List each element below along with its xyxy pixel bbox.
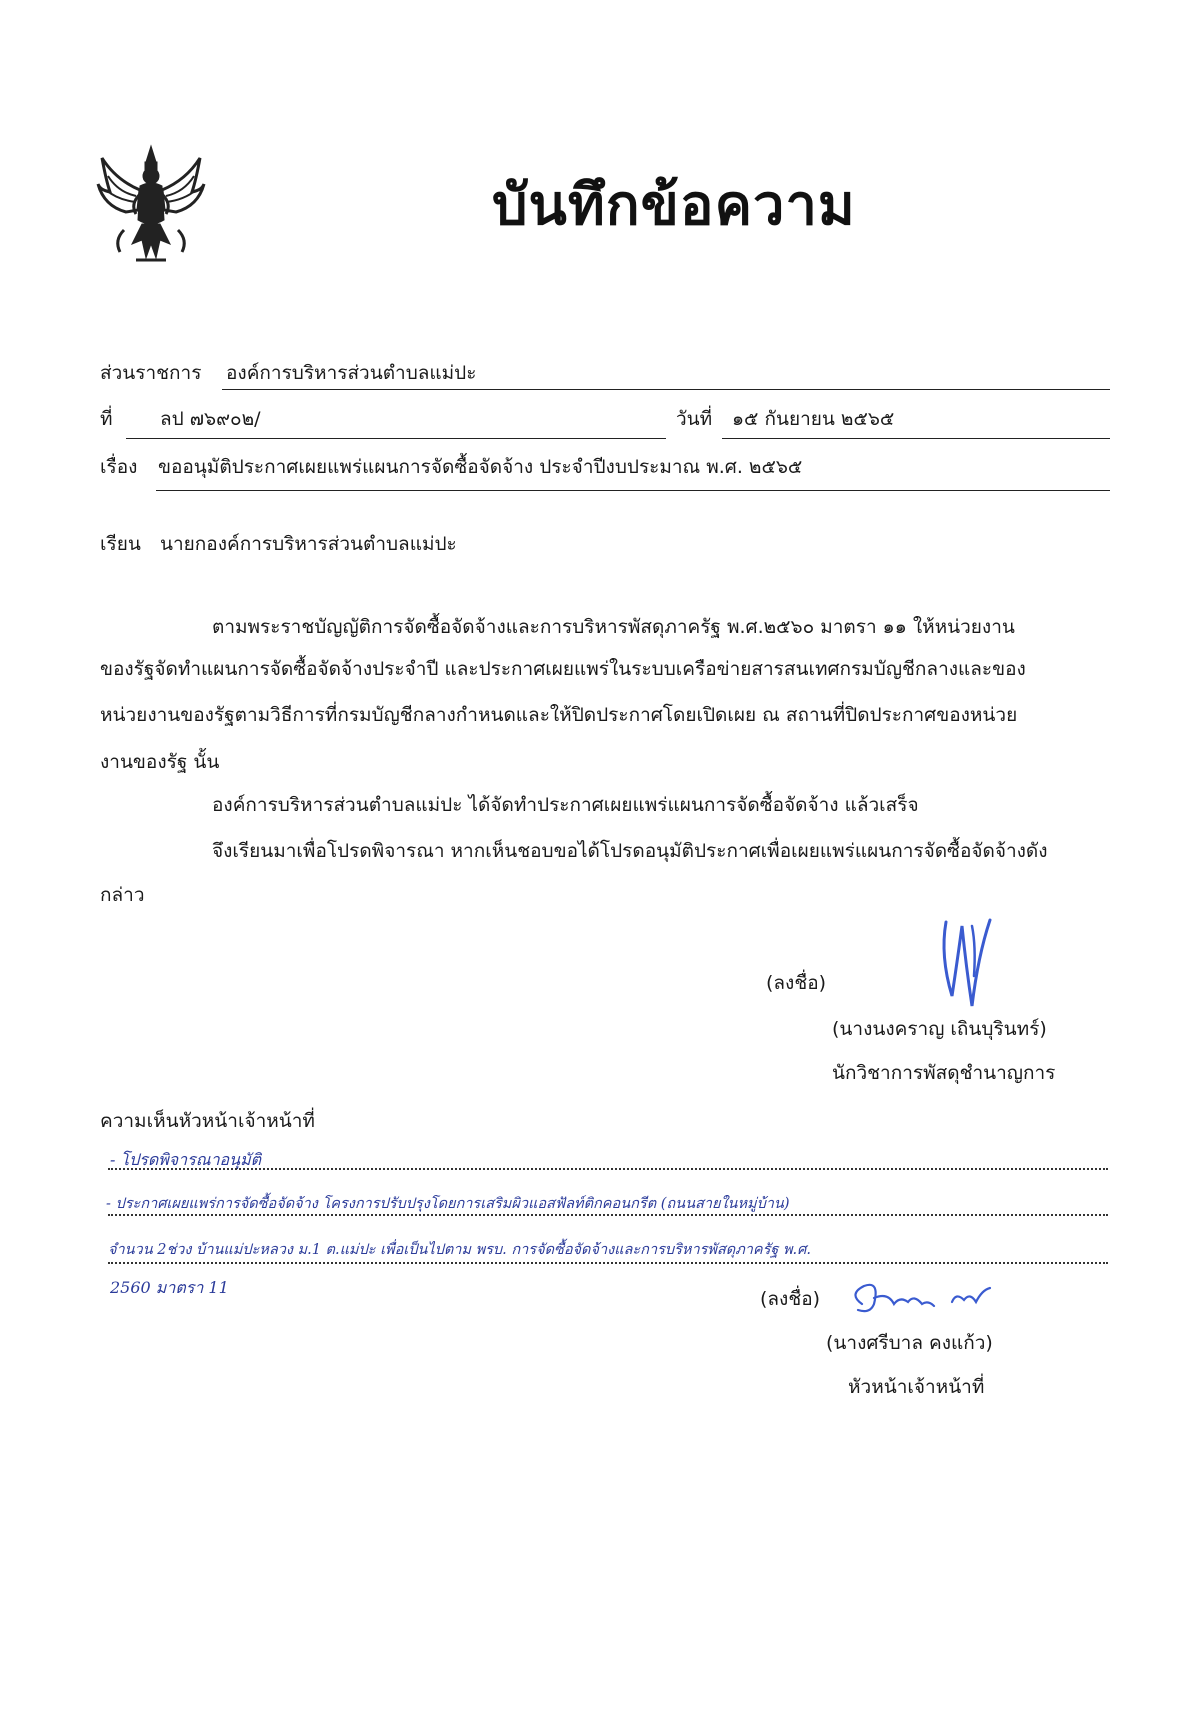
- body-p1-line2: ของรัฐจัดทำแผนการจัดซื้อจัดจ้างประจำปี และประกาศเผยแพร่ในระบบเครือข่ายสารสนเทศกรมบัญชีกลางและของ: [100, 658, 1026, 680]
- signature2-sign-label: (ลงชื่อ): [760, 1288, 821, 1310]
- body-p3-line1: จึงเรียนมาเพื่อโปรดพิจารณา หากเห็นชอบขอได้โปรดอนุมัติประกาศเพื่อเผยแพร่แผนการจัดซื้อจัดจ้างดัง: [212, 840, 1048, 862]
- to-value: นายกองค์การบริหารส่วนตำบลแม่ปะ: [160, 533, 457, 555]
- agency-underline: [222, 389, 1110, 390]
- body-p1-line3: หน่วยงานของรัฐตามวิธีการที่กรมบัญชีกลางกำหนดและให้ปิดประกาศโดยเปิดเผย ณ สถานที่ปิดประกาศของหน่วย: [100, 704, 1018, 726]
- opinion-handwritten-line4: 2560 มาตรา 11: [110, 1278, 229, 1297]
- opinion-handwritten-line3: จำนวน 2ช่วง บ้านแม่ปะหลวง ม.1 ต.แม่ปะ เพื่อเป็นไปตาม พรบ. การจัดซื้อจัดจ้างและการบริหารพัสดุภาครัฐ พ.ศ.: [108, 1242, 811, 1258]
- opinion-handwritten-line1: - โปรดพิจารณาอนุมัติ: [110, 1150, 262, 1169]
- signature1-sign-label: (ลงชื่อ): [766, 972, 827, 994]
- opinion-dotted-line2: [108, 1214, 1108, 1216]
- date-value: ๑๕ กันยายน ๒๕๖๕: [732, 408, 895, 430]
- agency-label: ส่วนราชการ: [100, 362, 202, 384]
- subject-value: ขออนุมัติประกาศเผยแพร่แผนการจัดซื้อจัดจ้าง ประจำปีงบประมาณ พ.ศ. ๒๕๖๕: [158, 456, 803, 478]
- body-p1-line4: งานของรัฐ นั้น: [100, 751, 220, 773]
- memo-title: บันทึกข้อความ: [492, 173, 856, 238]
- opinion-dotted-line3: [108, 1262, 1108, 1264]
- body-p2: องค์การบริหารส่วนตำบลแม่ปะ ได้จัดทำประกาศเผยแพร่แผนการจัดซื้อจัดจ้าง แล้วเสร็จ: [212, 794, 919, 816]
- ref-underline: [126, 438, 666, 439]
- opinion-handwritten-line2: - ประกาศเผยแพร่การจัดซื้อจัดจ้าง โครงการปรับปรุงโดยการเสริมผิวแอสฟัลท์ติกคอนกรีต (ถนนสายในหมู่บ้าน): [106, 1196, 790, 1212]
- subject-underline: [156, 490, 1110, 491]
- subject-label: เรื่อง: [100, 456, 138, 478]
- signature-scribble-2: [844, 1274, 994, 1324]
- date-underline: [722, 438, 1110, 439]
- signature-scribble-1: [932, 916, 1002, 1016]
- ref-label: ที่: [100, 408, 113, 430]
- body-p3-line2: กล่าว: [100, 884, 145, 906]
- ref-value: ลป ๗๖๙๐๒/: [160, 408, 261, 430]
- body-p1-line1: ตามพระราชบัญญัติการจัดซื้อจัดจ้างและการบริหารพัสดุภาครัฐ พ.ศ.๒๕๖๐ มาตรา ๑๑ ให้หน่วยงาน: [212, 616, 1015, 638]
- to-label: เรียน: [100, 533, 141, 555]
- signature2-position: หัวหน้าเจ้าหน้าที่: [848, 1376, 985, 1398]
- garuda-emblem-icon: [96, 140, 206, 268]
- opinion-dotted-line1: [108, 1168, 1108, 1170]
- opinion-heading: ความเห็นหัวหน้าเจ้าหน้าที่: [100, 1110, 315, 1132]
- signature1-name: (นางนงคราญ เถินบุรินทร์): [832, 1018, 1047, 1040]
- date-label: วันที่: [676, 408, 713, 430]
- agency-value: องค์การบริหารส่วนตำบลแม่ปะ: [226, 362, 477, 384]
- signature1-position: นักวิชาการพัสดุชำนาญการ: [832, 1062, 1056, 1084]
- signature2-name: (นางศรีบาล คงแก้ว): [826, 1332, 993, 1354]
